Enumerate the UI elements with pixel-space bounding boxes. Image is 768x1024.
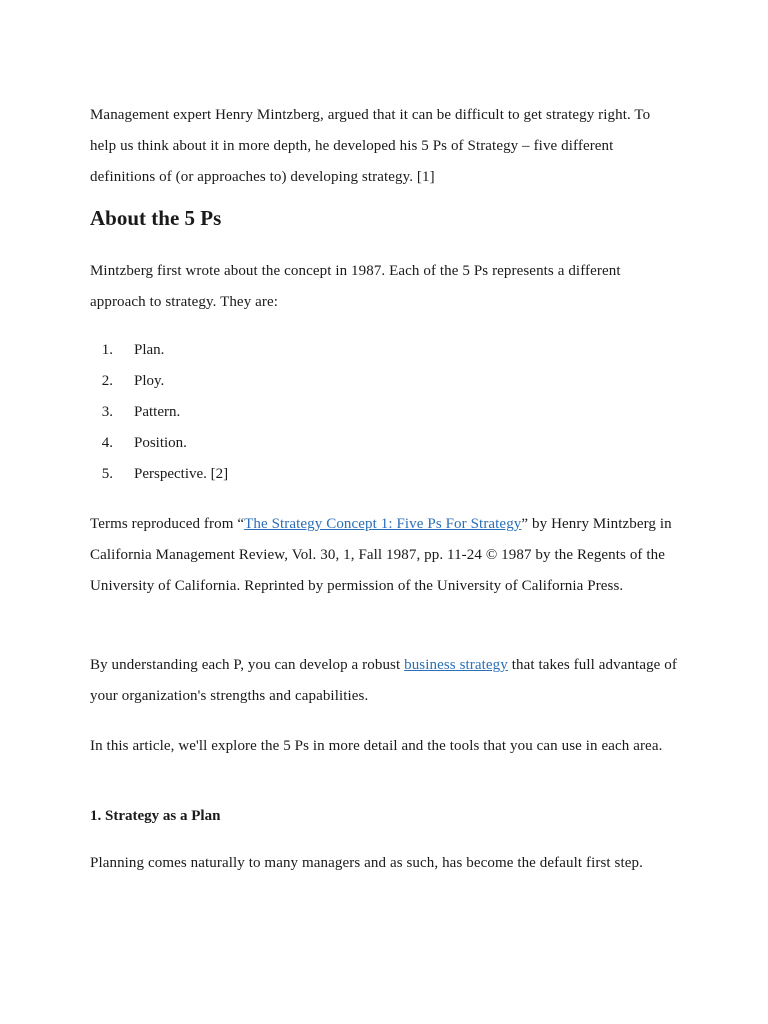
- list-item-text: Pattern.: [134, 404, 181, 420]
- strategy-concept-link[interactable]: The Strategy Concept 1: Five Ps For Strategy: [244, 516, 522, 532]
- understanding-paragraph: [90, 650, 690, 712]
- list-item-number: 4.: [101, 435, 113, 451]
- planning-paragraph: Planning comes naturally to many managers and as such, has become the default first step.: [90, 855, 643, 871]
- list-item-text: Ploy.: [134, 373, 165, 389]
- list-item: [90, 335, 228, 366]
- terms-text-before: Terms reproduced from “: [90, 516, 245, 532]
- list-item-number: 2.: [101, 373, 113, 389]
- list-item-number: 1.: [101, 342, 113, 358]
- intro-paragraph: Management expert Henry Mintzberg, argued that it can be difficult to get strategy right. To help us think about it in more depth, he developed his 5 Ps of Strategy – five different definitions of (or approaches to) developing strategy. [1]: [90, 107, 651, 185]
- section-heading-plan: 1. Strategy as a Plan: [90, 808, 221, 824]
- list-item-number: 5.: [101, 466, 113, 482]
- terms-text-after: ” by Henry Mintzberg in California Management Review, Vol. 30, 1, Fall 1987, pp. 11-24 © 1987 by the Regents of the University of California. Reprinted by permission of the University of California Press.: [90, 516, 672, 594]
- business-strategy-link[interactable]: business strategy: [404, 657, 508, 673]
- five-ps-list: [90, 335, 228, 490]
- list-item-text: Perspective. [2]: [134, 466, 229, 482]
- list-item: [90, 366, 228, 397]
- terms-paragraph: [90, 509, 680, 602]
- understand-text-before: By understanding each P, you can develop a robust: [90, 657, 405, 673]
- section-heading-about: About the 5 Ps: [90, 206, 222, 230]
- list-item-text: Position.: [134, 435, 187, 451]
- article-overview-paragraph: In this article, we'll explore the 5 Ps in more detail and the tools that you can use in each area.: [90, 738, 663, 754]
- list-item-number: 3.: [101, 404, 113, 420]
- list-item: [90, 397, 228, 428]
- list-item: [90, 459, 228, 490]
- understand-text-after: that takes full advantage of your organization's strengths and capabilities.: [90, 657, 677, 704]
- list-item: [90, 428, 228, 459]
- list-item-text: Plan.: [134, 342, 165, 358]
- concept-paragraph: Mintzberg first wrote about the concept in 1987. Each of the 5 Ps represents a different approach to strategy. They are:: [90, 263, 621, 310]
